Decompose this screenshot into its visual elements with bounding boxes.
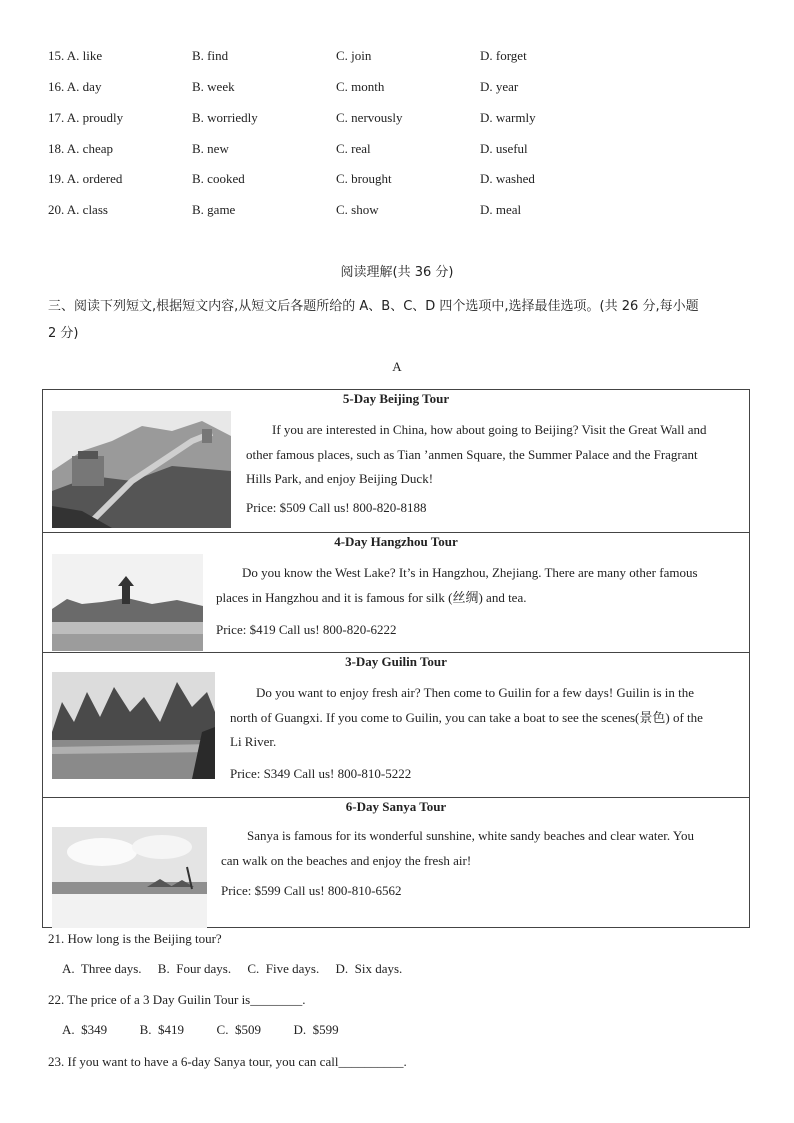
great-wall-image — [52, 411, 231, 528]
option-d: D. meal — [480, 202, 522, 217]
option-b: B. find — [192, 48, 229, 63]
option-b: B. cooked — [192, 171, 245, 186]
option-d: D. year — [480, 79, 519, 94]
desc-line: north of Guangxi. If you come to Guilin, you can take a boat to see the scenes(景色) of the — [230, 709, 703, 725]
west-lake-image — [52, 554, 203, 651]
tour-price: Price: $599 Call us! 800-810-6562 — [221, 883, 402, 898]
option-c: C. show — [336, 202, 379, 217]
passage-label: A — [392, 359, 402, 374]
sanya-beach-image — [52, 827, 207, 928]
option-a: 15. A. like — [48, 48, 103, 63]
option-b: B. game — [192, 202, 236, 217]
tour-title: 4-Day Hangzhou Tour — [334, 534, 458, 549]
option-a: 16. A. day — [48, 79, 102, 94]
tour-price: Price: $419 Call us! 800-820-6222 — [216, 622, 397, 637]
tour-sanya — [43, 797, 749, 928]
option-a: 20. A. class — [48, 202, 108, 217]
option-a: 18. A. cheap — [48, 141, 113, 156]
option-c: C. month — [336, 79, 385, 94]
tour-table — [42, 389, 750, 928]
tour-price: Price: S349 Call us! 800-810-5222 — [230, 766, 412, 781]
question-23: 23. If you want to have a 6-day Sanya tour, you can call__________. — [48, 1054, 407, 1069]
question-21: 21. How long is the Beijing tour? — [48, 931, 222, 946]
option-c: C. brought — [336, 171, 392, 186]
option-d: D. forget — [480, 48, 527, 63]
tour-title: 3-Day Guilin Tour — [345, 654, 447, 669]
tour-title: 6-Day Sanya Tour — [345, 799, 447, 814]
tour-price: Price: $509 Call us! 800-820-8188 — [246, 500, 427, 515]
desc-line: Sanya is famous for its wonderful sunshine, white sandy beaches and clear water. You — [247, 828, 694, 843]
option-d: D. warmly — [480, 110, 536, 125]
section-heading: 阅读理解(共 36 分) — [340, 265, 454, 280]
option-a: 17. A. proudly — [48, 110, 124, 125]
tour-description — [246, 418, 744, 492]
desc-line: Hills Park, and enjoy Beijing Duck! — [246, 471, 434, 486]
option-b: B. week — [192, 79, 235, 94]
question-22-options: A. $349 B. $419 C. $509 D. $599 — [62, 1022, 339, 1037]
tour-description — [216, 561, 744, 610]
desc-line: can walk on the beaches and enjoy the fresh air! — [221, 852, 472, 868]
tour-hangzhou — [43, 532, 749, 653]
tour-description — [221, 824, 744, 873]
desc-line: other famous places, such as Tian ’anmen Square, the Summer Palace and the Fragrant — [246, 446, 698, 462]
option-b: B. worriedly — [192, 110, 258, 125]
option-c: C. real — [336, 141, 371, 156]
tour-title: 5-Day Beijing Tour — [342, 391, 450, 406]
question-22: 22. The price of a 3 Day Guilin Tour is________. — [48, 992, 306, 1007]
guilin-image — [52, 672, 215, 779]
question-21-options: A. Three days. B. Four days. C. Five days. D. Six days. — [62, 961, 403, 976]
tour-beijing — [43, 390, 749, 532]
tour-description — [230, 681, 744, 755]
desc-line: places in Hangzhou and it is famous for silk (丝绸) and tea. — [216, 589, 527, 605]
desc-line: If you are interested in China, how about going to Beijing? Visit the Great Wall and — [272, 422, 707, 437]
instruction-line-1: 三、阅读下列短文,根据短文内容,从短文后各题所给的 A、B、C、D 四个选项中,选择最佳选项。(共 26 分,每小题 — [48, 299, 699, 314]
option-d: D. useful — [480, 141, 528, 156]
desc-line: Do you want to enjoy fresh air? Then come to Guilin for a few days! Guilin is in the — [256, 685, 695, 700]
option-c: C. join — [336, 48, 372, 63]
tour-guilin — [43, 652, 749, 798]
option-a: 19. A. ordered — [48, 171, 123, 186]
option-d: D. washed — [480, 171, 535, 186]
option-c: C. nervously — [336, 110, 403, 125]
desc-line: Do you know the West Lake? It’s in Hangzhou, Zhejiang. There are many other famous — [242, 565, 698, 580]
option-b: B. new — [192, 141, 229, 156]
instruction-line-2: 2 分) — [48, 326, 79, 341]
desc-line: Li River. — [230, 734, 277, 749]
